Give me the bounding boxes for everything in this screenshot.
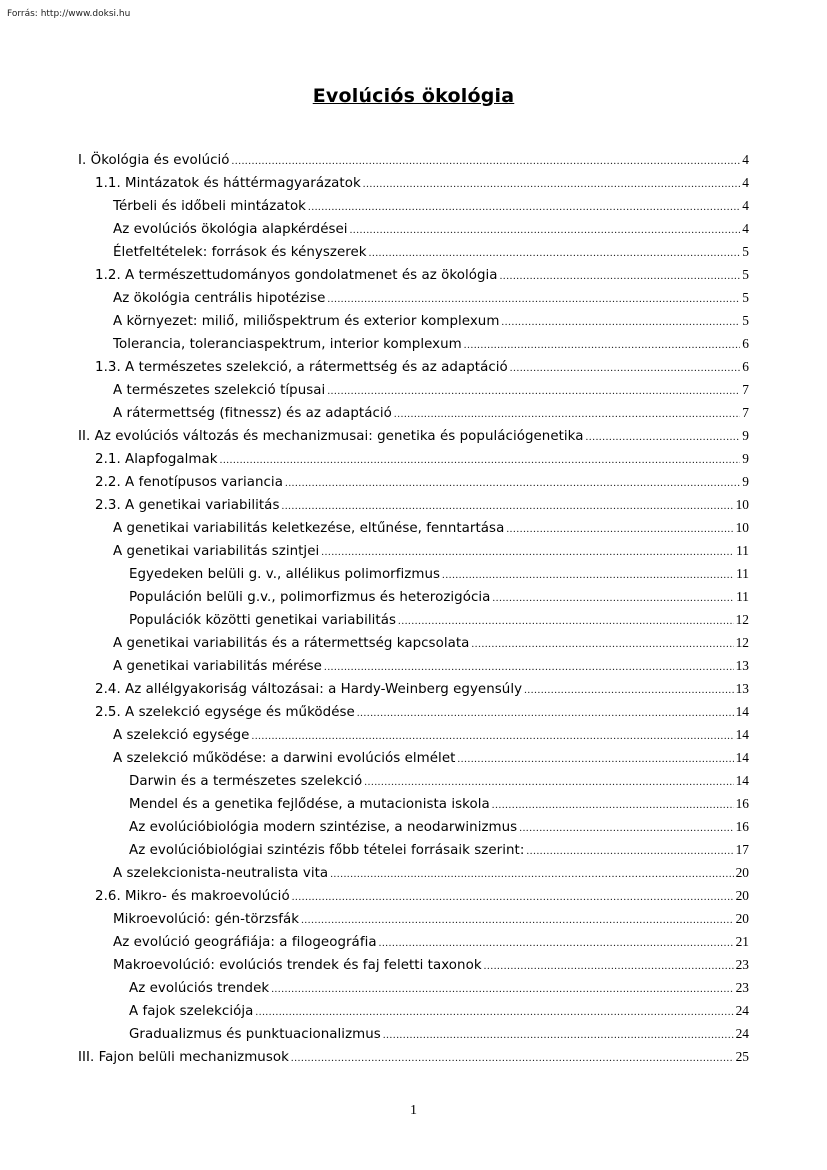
toc-entry[interactable] [95,451,749,473]
toc-entry-label: A természetes szelekció típusai [113,383,326,398]
toc-entry[interactable] [78,428,749,450]
toc-dot-leader [321,546,734,558]
toc-entry[interactable] [113,911,749,933]
toc-entry[interactable] [113,290,749,312]
toc-entry-page: 9 [742,428,749,443]
toc-entry-label: 1.2. A természettudományos gondolatmenet és az ökológia [95,268,498,283]
toc-entry[interactable] [113,750,749,772]
toc-entry-label: II. Az evolúciós változás és mechanizmusai: genetika és populációgenetika [78,429,584,444]
toc-entry-page: 16 [735,796,749,811]
toc-dot-leader [350,224,741,236]
toc-entry[interactable] [129,980,749,1002]
toc-entry-page: 14 [735,773,749,788]
toc-entry-label: Életfeltételek: források és kényszerek [113,245,367,260]
toc-dot-leader [364,776,733,788]
toc-entry-page: 9 [742,474,749,489]
toc-entry-label: Egyedeken belüli g. v., allélikus polimorfizmus [129,567,441,582]
toc-entry[interactable] [129,612,749,634]
toc-entry-page: 13 [735,681,749,696]
toc-entry-page: 14 [735,727,749,742]
toc-entry[interactable] [113,382,749,404]
toc-entry-page: 7 [742,405,749,420]
toc-dot-leader [492,592,734,604]
toc-entry[interactable] [113,313,749,335]
toc-entry-label: Az evolúcióbiológiai szintézis főbb tételei forrásaik szerint: [129,843,525,858]
toc-entry-page: 23 [735,957,749,972]
toc-dot-leader [524,684,734,696]
toc-entry[interactable] [95,175,749,197]
toc-entry-label: III. Fajon belüli mechanizmusok [78,1050,289,1065]
toc-dot-leader [398,615,734,627]
toc-entry[interactable] [95,267,749,289]
toc-entry-label: 1.1. Mintázatok és háttérmagyarázatok [95,176,361,191]
toc-entry-page: 11 [736,589,749,604]
toc-dot-leader [251,730,733,742]
toc-entry-page: 14 [735,750,749,765]
toc-entry[interactable] [95,359,749,381]
document-title: Evolúciós ökológia [312,85,515,107]
toc-entry-page: 24 [735,1026,749,1041]
toc-entry-label: Darwin és a természetes szelekció [129,774,363,789]
toc-entry-label: 2.4. Az allélgyakoriság változásai: a Hardy-Weinberg egyensúly [95,682,523,697]
toc-dot-leader [586,431,741,443]
toc-entry[interactable] [95,704,749,726]
toc-entry-label: A szelekció működése: a darwini evolúciós elmélet [113,751,456,766]
toc-dot-leader [457,753,733,765]
toc-dot-leader [285,477,740,489]
toc-entry-label: A rátermettség (fitnessz) és az adaptáció [113,406,392,421]
toc-dot-leader [324,661,734,673]
toc-entry-page: 20 [735,911,749,926]
toc-dot-leader [292,891,734,903]
toc-dot-leader [394,408,740,420]
toc-entry[interactable] [78,152,749,174]
toc-entry-label: A környezet: miliő, miliőspektrum és exterior komplexum [113,314,500,329]
toc-dot-leader [327,293,740,305]
toc-entry-label: Mikroevolúció: gén-törzsfák [113,912,300,927]
toc-dot-leader [383,1029,734,1041]
toc-entry-page: 20 [735,865,749,880]
toc-entry-label: 1.3. A természetes szelekció, a rátermettség és az adaptáció [95,360,508,375]
toc-dot-leader [308,201,740,213]
toc-entry-page: 5 [742,244,749,259]
toc-entry-label: Makroevolúció: evolúciós trendek és faj feletti taxonok [113,958,482,973]
toc-entry-page: 23 [735,980,749,995]
toc-entry[interactable] [129,589,749,611]
toc-dot-leader [464,339,741,351]
toc-entry-label: Az evolúciós ökológia alapkérdései [113,222,348,237]
toc-entry[interactable] [95,681,749,703]
toc-dot-leader [501,316,740,328]
toc-entry-label: A genetikai variabilitás szintjei [113,544,320,559]
toc-dot-leader [442,569,734,581]
toc-entry-label: 2.6. Mikro- és makroevolúció [95,889,290,904]
toc-entry[interactable] [113,405,749,427]
toc-dot-leader [492,799,734,811]
toc-entry-page: 10 [735,520,749,535]
toc-entry-label: Az ökológia centrális hipotézise [113,291,326,306]
toc-dot-leader [526,845,733,857]
toc-entry-page: 6 [742,359,749,374]
toc-dot-leader [271,983,733,995]
toc-entry[interactable] [95,888,749,910]
toc-entry-page: 4 [742,198,749,213]
toc-entry-page: 4 [742,152,749,167]
toc-entry-page: 17 [735,842,749,857]
toc-entry[interactable] [113,865,749,887]
toc-dot-leader [500,270,741,282]
toc-entry-label: Az evolúció geográfiája: a filogeográfia [113,935,377,950]
toc-dot-leader [357,707,734,719]
toc-entry-page: 7 [742,382,749,397]
toc-dot-leader [281,500,733,512]
toc-entry[interactable] [95,497,749,519]
toc-entry-label: 2.2. A fenotípusos variancia [95,475,283,490]
toc-entry-page: 12 [735,612,749,627]
toc-entry-label: Gradualizmus és punktuacionalizmus [129,1027,381,1042]
toc-entry-page: 12 [735,635,749,650]
toc-entry-label: 2.5. A szelekció egysége és működése [95,705,355,720]
toc-entry-page: 4 [742,175,749,190]
toc-dot-leader [379,937,734,949]
toc-entry-label: A szelekcionista-neutralista vita [113,866,329,881]
toc-entry-page: 11 [736,543,749,558]
toc-entry-label: Populáción belüli g.v., polimorfizmus és heterozigócia [129,590,491,605]
toc-entry-label: A genetikai variabilitás mérése [113,659,322,674]
toc-entry-label: A fajok szelekciója [129,1004,254,1019]
toc-entry-page: 11 [736,566,749,581]
page-number: 1 [410,1103,417,1118]
toc-entry-label: Térbeli és időbeli mintázatok [113,199,306,214]
toc-entry[interactable] [113,198,749,220]
toc-entry-page: 5 [742,267,749,282]
toc-dot-leader [363,178,741,190]
toc-entry-label: Mendel és a genetika fejlődése, a mutacionista iskola [129,797,490,812]
toc-entry[interactable] [129,566,749,588]
toc-entry-label: Az evolúciós trendek [129,981,270,996]
toc-entry-page: 5 [742,290,749,305]
toc-entry-label: Populációk közötti genetikai variabilitás [129,613,396,628]
toc-entry[interactable] [113,543,749,565]
toc-entry[interactable] [129,773,749,795]
toc-entry-page: 4 [742,221,749,236]
toc-entry[interactable] [113,221,749,243]
toc-entry-page: 9 [742,451,749,466]
toc-dot-leader [471,638,733,650]
toc-entry-page: 21 [735,934,749,949]
toc-entry[interactable] [129,796,749,818]
toc-entry-label: 2.3. A genetikai variabilitás [95,498,280,513]
toc-entry[interactable] [129,842,749,864]
toc-dot-leader [327,385,740,397]
toc-dot-leader [330,868,733,880]
toc-dot-leader [506,523,733,535]
toc-entry[interactable] [129,819,749,841]
toc-dot-leader [369,247,741,259]
toc-entry[interactable] [95,474,749,496]
toc-entry[interactable] [113,336,749,358]
toc-dot-leader [220,454,741,466]
toc-entry-page: 20 [735,888,749,903]
toc-entry-page: 13 [735,658,749,673]
toc-entry[interactable] [113,727,749,749]
toc-entry-label: Az evolúcióbiológia modern szintézise, a neodarwinizmus [129,820,518,835]
toc-entry[interactable] [78,1049,749,1071]
toc-entry-page: 14 [735,704,749,719]
toc-entry[interactable] [113,520,749,542]
toc-dot-leader [510,362,741,374]
source-note: Forrás: http://www.doksi.hu [7,9,131,19]
toc-entry-label: A szelekció egysége [113,728,250,743]
toc-entry-page: 10 [735,497,749,512]
toc-dot-leader [291,1052,734,1064]
toc-entry[interactable] [113,934,749,956]
toc-dot-leader [255,1006,733,1018]
toc-dot-leader [301,914,734,926]
toc-entry[interactable] [113,635,749,657]
toc-entry-label: I. Ökológia és evolúció [78,153,230,168]
toc-entry[interactable] [113,957,749,979]
toc-entry[interactable] [113,244,749,266]
toc-entry-label: 2.1. Alapfogalmak [95,452,218,467]
toc-entry-page: 24 [735,1003,749,1018]
toc-entry[interactable] [129,1026,749,1048]
toc-entry-page: 16 [735,819,749,834]
toc-entry-page: 5 [742,313,749,328]
toc-entry[interactable] [113,658,749,680]
toc-entry-label: A genetikai variabilitás keletkezése, eltűnése, fenntartása [113,521,505,536]
toc-dot-leader [232,155,741,167]
toc-dot-leader [484,960,734,972]
toc-dot-leader [519,822,733,834]
toc-entry[interactable] [129,1003,749,1025]
toc-entry-page: 6 [742,336,749,351]
toc-entry-label: A genetikai variabilitás és a rátermettség kapcsolata [113,636,470,651]
toc-entry-page: 25 [735,1049,749,1064]
toc-entry-label: Tolerancia, toleranciaspektrum, interior komplexum [113,337,462,352]
